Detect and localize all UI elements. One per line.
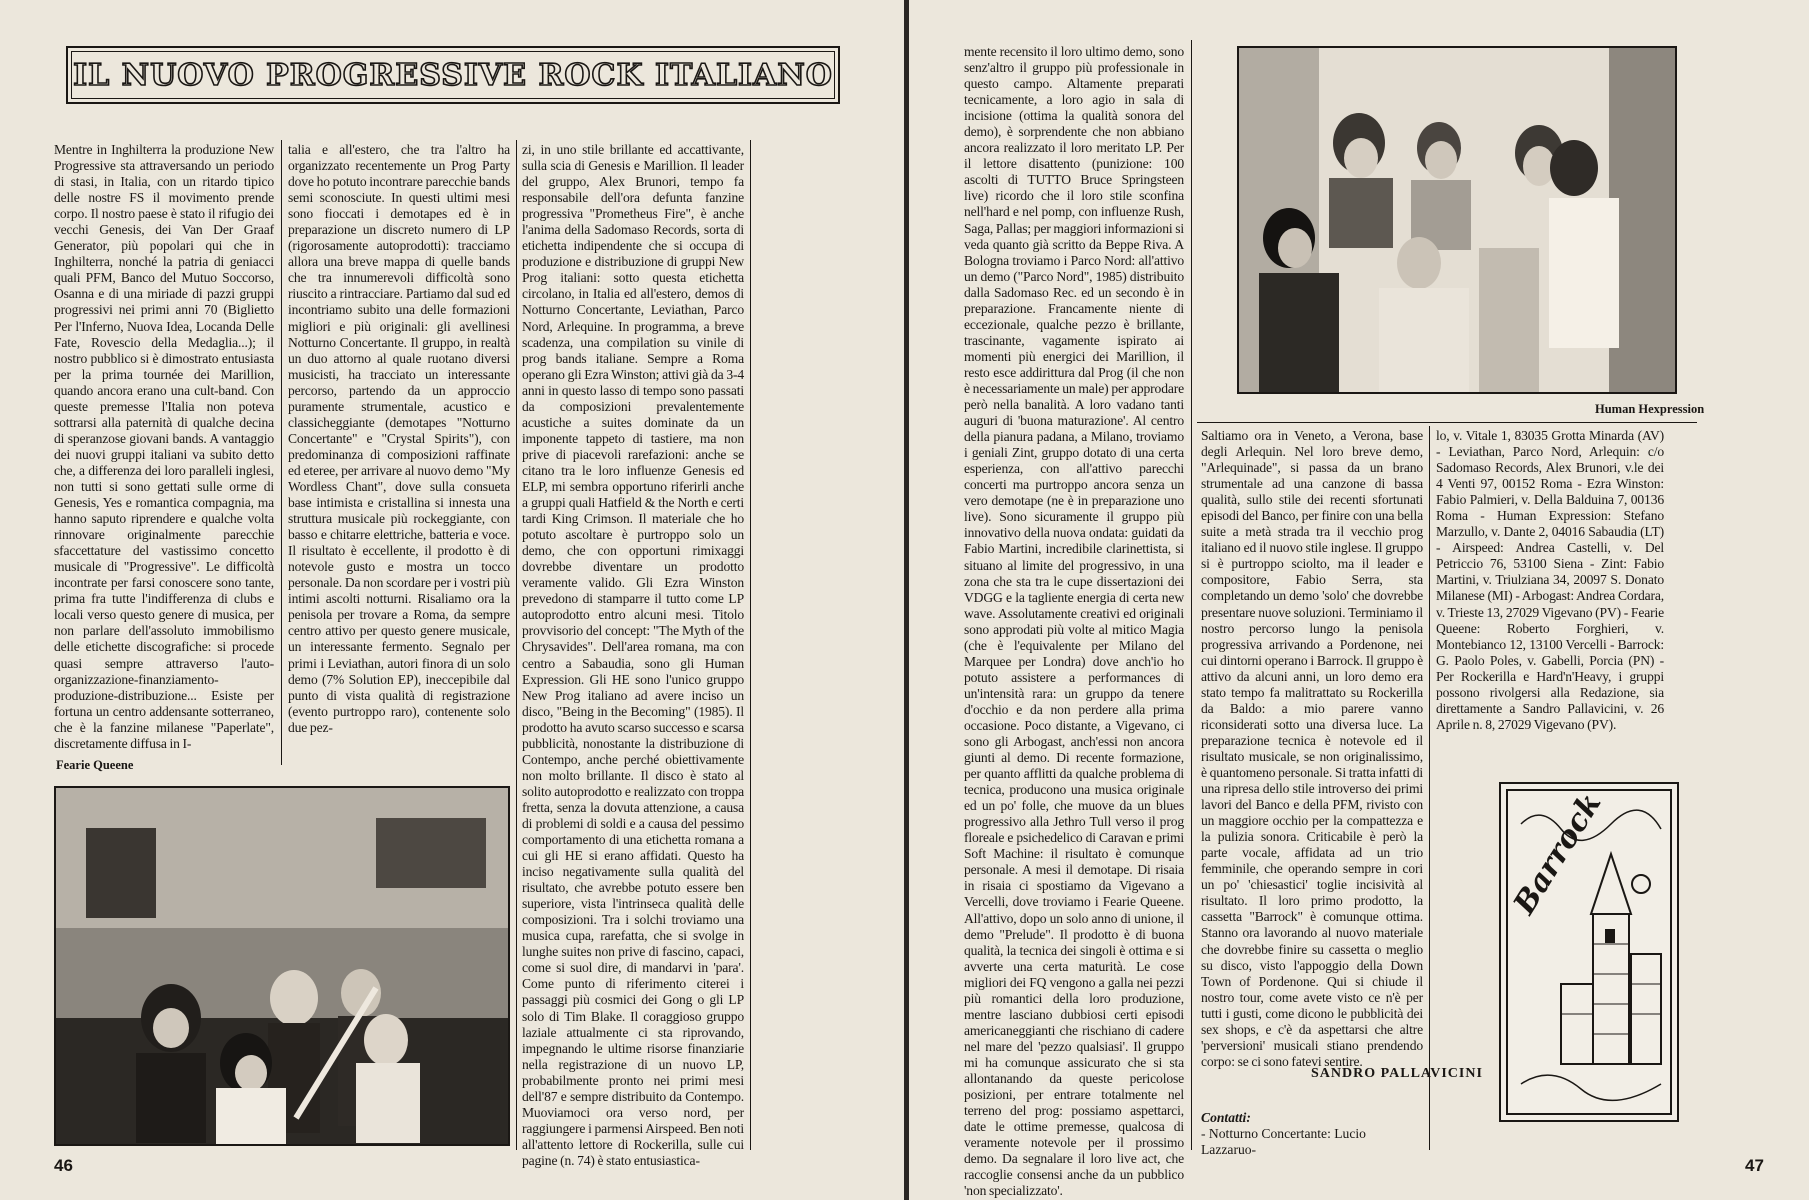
column-6 — [1436, 428, 1664, 798]
column-rule — [516, 140, 517, 1150]
page-number-left: 46 — [54, 1156, 73, 1175]
column-3-text: zi, in uno stile brillante ed accattivante, sulla scia di Genesis e Marillion. Il leader del gruppo, Alex Brunori, tempo fa responsabile dell'ora defunta fanzine progressiva "Prometheus Fire", è anche l'anima della Sadomaso Records, sorta di etichetta indipendente che si occupa di produzione e distribuzione di gruppi New Prog italiani: sotto questa etichetta circolano, in Italia ed all'estero, demos di Notturno Concertante, Leviathan, Parco Nord, Arlequine. In programma, a breve scadenza, una compilation su vinile di prog bands italiane. Sempre a Roma operano gli Ezra Winston; attivi già da 3-4 anni in questo lasso di tempo sono passati da composizioni prevalentemente acustiche a suites dominate da un imponente tappeto di tastiere, ma non prive di piacevoli rarefazioni: anche se citano tra le loro influenze Genesis ed ELP, mi sembra opportuno riferirli anche a gruppi quali Hatfield & the North e certi tardi King Crimson. Il materiale che ho potuto ascoltare è purtroppo solo un demo, che con opportuni rimixaggi dovrebbe diventare un prodotto veramente valido. Gli Ezra Winston prevedono di stamparre il tutto come LP autoprodotto entro alcuni mesi. Titolo provvisorio del concept: "The Myth of the Chrysavides". Dell'area romana, ma con centro a Sabaudia, sono gli Human Expression. Gli HE sono l'unico gruppo New Prog italiano ad avere inciso un disco, "Being in the Becoming" (1985). Il prodotto ha avuto scarso successo e scarsa pubblicità, nonostante la distribuzione di Contempo, anche perché obiettivamente non molto brillante. Il disco è stato al solito autoprodotto e realizzato con troppa fretta, senza la dovuta attenzione, a causa di problemi di soldi e a causa del pessimo comportamento di una etichetta romana a cui gli HE si erano affidati. Questo ha inciso negativamente sulla qualità del risultato, che avrebbe potuto essere ben superiore, vista l'intrinseca qualità delle composizioni. Tra i solchi troviamo una musica cupa, rarefatta, che si svolge in lunghe suites non prive di fascino, capaci, come si suol dire, di mandarvi in 'para'. Come punto di riferimento citerei i passaggi più cosmici dei Gong o gli LP solo di Tim Blake. Il coraggioso gruppo laziale attualmente ci sta riprovando, impegnando le ultime risorse finanziarie nella registrazione di un nuovo LP, probabilmente pronto nei primi mesi dell'87 e sempre distribuito da Contempo. Muoviamoci ora verso nord, per raggiungere i parmensi Airspeed. Ben noti all'attento lettore di Rockerilla, sulle cui pagine (n. 74) è stato entusiastica- — [522, 142, 744, 1168]
contact-notturno: - Notturno Concertante: Lucio Lazzaruo- — [1201, 1126, 1366, 1157]
barrock-logo-illustration — [1499, 782, 1679, 1122]
page-number-right: 47 — [1745, 1156, 1764, 1175]
column-6-text: lo, v. Vitale 1, 83035 Grotta Minarda (AV) - Leviathan, Parco Nord, Arlequin: c/o Sadomaso Records, Alex Brunori, v.le dei 4 Venti 97, 00152 Roma - Ezra Winston: Fabio Palmieri, v. Della Balduina 7, 00136 Roma - Human Expression: Stefano Marzullo, v. Dante 2, 04016 Sabaudia (LT) - Airspeed: Andrea Castelli, v. Del Petriccio 76, 53100 Siena - Zint: Fabio Martini, v. Triulziana 34, 20097 S. Donato Milanese (MI) - Arbogast: Andrea Cordara, v. Trieste 13, 27029 Vigevano (PV) - Fearie Queene: Roberto Forghieri, v. Montebianco 12, 13100 Vercelli - Barrock: G. Paolo Poles, v. Gabelli, Porcia (PN) - Per Rockerilla e Hard'n'Heavy, i gruppi possono rivolgersi alla Redazione, sia direttamente a Sandro Pallavicini, v. 26 Aprile n. 8, 27029 Vigevano (PV). — [1436, 428, 1664, 732]
column-1-text: Mentre in Inghilterra la produzione New Progressive sta attraversando un periodo di stasi, in Italia, con un ritardo tipico delle nostre FS il movimento prende corpo. Il nostro paese è stato il rifugio dei vecchi Genesis, dei Van Der Graaf Generator, più popolari qui che in Inghilterra, nonché la patria di geniacci quali PFM, Banco del Mutuo Soccorso, Osanna e di una miriade di pazzi gruppi progressivi nei primi anni 70 (Biglietto Per l'Inferno, Nuova Idea, Locanda Delle Fate, Rovescio della Medaglia...); il nostro pubblico si è dimostrato entusiasta per la prima tournée dei Marillion, quando ancora erano una cult-band. Con queste premesse l'Italia non poteva sottrarsi alla paternità di qualche decina di speranzose giovani bands. A vantaggio dei nuovi gruppi italiani va subito detto che, a differenza dei loro paralleli inglesi, non tutti si sono gettati sulle orme di Genesis, Yes e romantica compagnia, ma hanno saputo riprendere e qualche volta rinnovare originalmente parecchie sfaccettature del vastissimo concetto musicale di "Progressive". Le difficoltà incontrate per farsi conoscere sono tante, prima fra tutte l'indifferenza di clubs e locali verso questo genere di musica, per non parlare dell'assoluto immobilismo delle etichette discografiche: si procede quasi sempre attraverso l'auto-organizzazione-finanziamento-produzione-distribuzione... Esiste per fortuna un centro addensante sotterraneo, che è la fanzine milanese "Paperlate", discretamente diffusa in I- — [54, 142, 274, 751]
column-4-text: mente recensito il loro ultimo demo, sono senz'altro il gruppo più professionale in questo campo. Altamente preparati tecnicamente, a loro agio in sala di incisione (ottima la qualità sonora del demo), è sorprendente che non abbiano ancora realizzato il loro meritato LP. Per il lettore disattento (punizione: 100 ascolti di TUTTO Bruce Springsteen live) ricordo che il loro stile sconfina nell'hard e nel pomp, con influenze Rush, Saga, Pallas; per maggiori informazioni si veda quanto già scritto da Beppe Riva. A Bologna troviamo i Parco Nord: all'attivo un demo ("Parco Nord", 1985) distribuito dalla Sadomaso Rec. ed un secondo è in preparazione. Francamente niente di eccezionale, qualche pezzo è brillante, trascinante, vagamente ispirato ai momenti più energici dei Marillion, il resto esce addirittura dal Prog (il che non è necessariamente un male) per approdare però nella banalità. A loro vadano tanti auguri di 'buona maturazione'. Al centro della pianura padana, a Milano, troviamo i geniali Zint, gruppo dotato di una certa esperienza, con all'attivo parecchi concerti ma purtroppo ancora senza un vero demotape (ne è in preparazione uno live). Sono sicuramente il gruppo più innovativo della nuova ondata: guidati da Fabio Martini, incredibile clarinettista, si situano al limite del progressivo, in una zona che sta tra le cupe dissertazioni dei VDGG e la tagliente energia di certa new wave. Assolutamente creativi ed originali sono approdati più volte al mitico Magia (che è l'equivalente per Milano del Marquee per Londra) dove anch'io ho potuto assistere a performances di un'intensità rara: un gruppo da tenere d'occhio e da non perdere alla prima occasione. Poco distante, a Vigevano, ci sono gli Arbogast, anch'essi non ancora giunti al demo. Di recente formazione, per quanto afflitti da qualche problema di tecnica, producono una musica originale ed un po' folle, che muove da un blues progressivo alla Jethro Tull verso il prog floreale e psichedelico di Caravan e primi Soft Machine: il risultato è comunque personale. A mesi il demotape. Di risaia in risaia ci spostiamo da Vigevano a Vercelli, dove troviamo i Fearie Queene. All'attivo, dopo un solo anno di unione, il demo "Prelude". Il prodotto è di buona qualità, la tecnica dei singoli è ottima e si avverte una certa maturità. Le cose migliori dei FQ vengono a galla nei pezzi più romantici della loro produzione, mentre lasciano dubbiosi certi episodi americaneggianti che rischiano di cadere nel mare del 'pezzo qualsiasi'. Il gruppo mi ha comunque assicurato che si sta allontanando da queste pericolose posizioni, per entrare totalmente nel terreno del prog: possiamo aspettarci, date le ottime premesse, qualcosa di veramente notevole per il prossimo demo. Da segnalare il loro live act, che raccoglie consensi anche da un pubblico 'non specializzato'. — [964, 44, 1184, 1199]
column-4 — [964, 44, 1184, 1199]
contacts-start — [1201, 1110, 1423, 1158]
title-box — [66, 46, 840, 104]
band-photo-image — [56, 788, 508, 1144]
horizontal-rule — [1197, 422, 1697, 423]
page-left — [0, 0, 904, 1200]
contacts-heading: Contatti: — [1201, 1110, 1251, 1125]
column-rule — [750, 140, 751, 1150]
column-2 — [288, 142, 510, 762]
column-5-text: Saltiamo ora in Veneto, a Verona, base degli Arlequin. Nel loro breve demo, "Arlequinade", si passa da un brano strumentale ad una canzone di bassa qualità, sullo stile dei recenti sfortunati episodi del Banco, per finire con una bella suite a metà strada tra il vecchio prog italiano ed il nuovo stile inglese. Il gruppo si è purtroppo sciolto, ma il leader e compositore, Fabio Serra, sta completando un demo 'solo' che dovrebbe presentare nuove soluzioni. Terminiamo il nostro percorso lungo la penisola progressiva arrivando a Pordenone, nei cui dintorni operano i Barrock. Il gruppo è attivo da alcuni anni, un loro demo era stato tempo fa malitrattato su Rockerilla da Baldo: a mio parere vanno riconsiderati sotto una diversa luce. La preparazione tecnica è notevole ed il risultato musicale, se non originalissimo, è quantomeno personale. Si tratta infatti di una ripresa dello stile introverso dei primi lavori del Banco e della PFM, rivisto con un maggiore occhio per la compattezza e la pulizia sonora. Criticabile è però la parte vocale, affidata ad un trio femminile, che operando sempre in cori un po' 'chiesastici' toglie incisività al risultato. Il loro primo prodotto, la cassetta "Barrock" è comunque ottima. Stanno ora lavorando al nuovo materiale che dovrebbe finire su cassetta o meglio su disco, visto l'appoggio della Down Town of Pordenone. Qui si chiude il nostro tour, come avete visto ce n'è per tutti i gusti, come dicono le pubblicità dei sex shops, e c'è da aspettarsi che altre 'perversioni' musicali stiano prendendo corpo: se ci sono fatevi sentire. — [1201, 428, 1423, 1069]
column-2-text: talia e all'estero, che tra l'altro ha organizzato recentemente un Prog Party dove ho potuto incontrare parecchie bands semi sconosciute. In questi ultimi mesi sono fioccati i demotapes ed è in preparazione un discreto numero di LP (rigorosamente autoprodotti): tracciamo allora una breve mappa di quelle bands che tra innumerevoli difficoltà sono riuscito a rintracciare. Partiamo dal sud ed incontriamo subito una delle formazioni migliori e più originali: gli avellinesi Notturno Concertante. Il gruppo, in realtà un duo attorno al quale ruotano diversi musicisti, ha tracciato un interessante percorso, partendo da un approccio puramente strumentale, acustico e classicheggiante (demotapes "Notturno Concertante" e "Crystal Spirits"), con predominanza di composizioni raffinate ed eteree, per arrivare al nuovo demo "My Wordless Chant", dove sulla consueta base intimista e cristallina si innesta una struttura musicale più rockeggiante, con basso e chitarre elettriche, batteria e voce. Il risultato è eccellente, il prodotto è di notevole gusto e mostra un tocco personale. Da non scordare per i vostri più intimi ascolti notturni. Risaliamo ora la penisola per trovare a Roma, da sempre centro attivo per questo genere musicale, un interessante fermento. Segnalo per primi i Leviathan, autori finora di un solo demo (7% Solution EP), ineccepibile dal punto di vista qualità di registrazione (evento purtroppo raro), contenente solo due pez- — [288, 142, 510, 735]
column-5 — [1201, 428, 1423, 1069]
column-3 — [522, 142, 744, 1168]
band-photo-image — [1239, 48, 1675, 392]
article-title: IL NUOVO PROGRESSIVE ROCK ITALIANO — [73, 57, 833, 93]
caption-human-expression: Human Hexpression — [1595, 402, 1705, 416]
column-rule — [1429, 426, 1430, 1150]
caption-fearie-queene: Fearie Queene — [56, 758, 134, 772]
page-right — [909, 0, 1809, 1200]
column-1 — [54, 142, 274, 762]
photo-human-expression — [1237, 46, 1677, 394]
column-rule — [1191, 40, 1192, 1150]
author-signature: SANDRO PALLAVICINI — [1311, 1066, 1483, 1081]
column-rule — [281, 140, 282, 765]
photo-fearie-queene — [54, 786, 510, 1146]
barrock-logo-text: Barrock — [1507, 787, 1609, 921]
